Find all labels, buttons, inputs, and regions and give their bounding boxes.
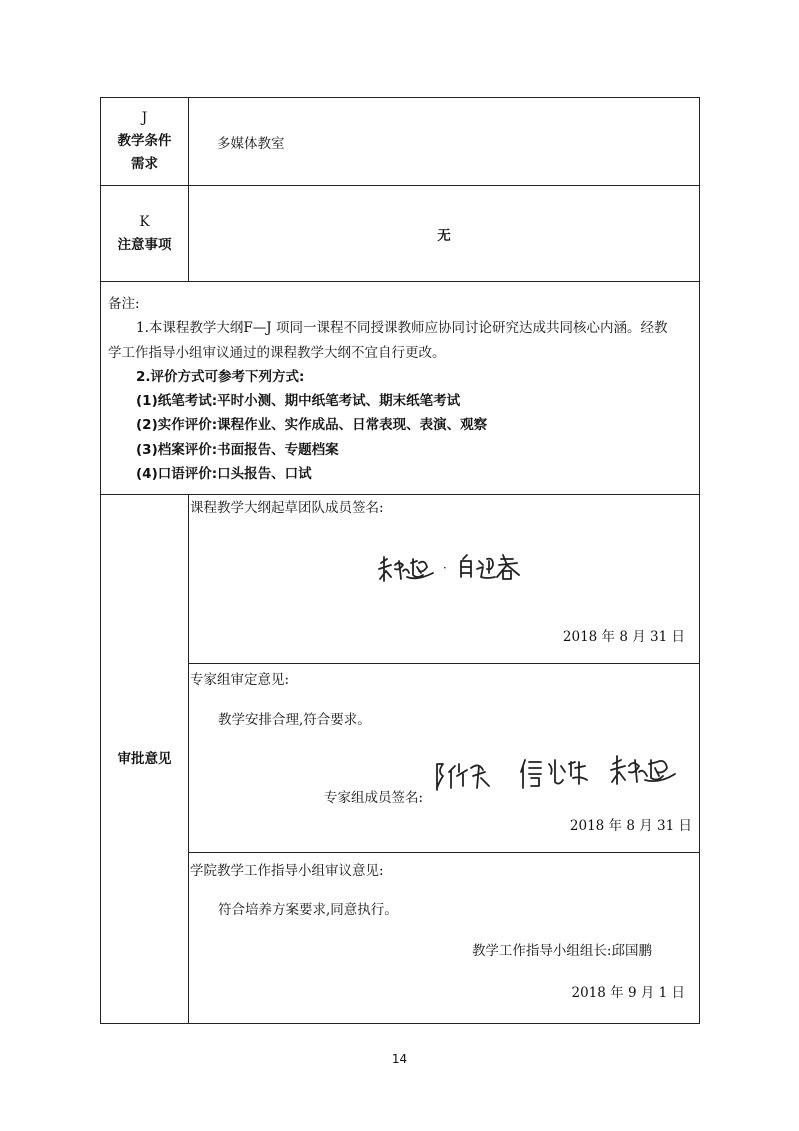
remarks-item2: 2.评价方式可参考下列方式: (136, 368, 305, 385)
label-line1: 教学条件 (117, 133, 172, 149)
college-leader: 教学工作指导小组组长:邱国鹏 (471, 943, 652, 960)
college-title: 学院教学工作指导小组审议意见: (190, 863, 384, 880)
eval-method-4: (4)口语评价:口头报告、口试 (136, 466, 312, 483)
row-code-j: J (141, 110, 148, 126)
drafting-section (189, 495, 699, 664)
row-code-k: K (139, 213, 150, 230)
row-remarks (101, 282, 700, 495)
college-date: 2018 年 9 月 1 日 (571, 985, 685, 1002)
signature-separator: · (443, 561, 447, 576)
row-notes-matters (101, 186, 700, 282)
remarks-heading: 备注: (108, 296, 140, 312)
eval-method-3: (3)档案评价:书面报告、专题档案 (136, 441, 339, 458)
expert-section (189, 664, 699, 853)
signature-drafter-1 (377, 555, 437, 585)
signature-expert-2 (519, 756, 589, 790)
expert-sign-label: 专家组成员签名: (324, 790, 424, 807)
college-opinion: 符合培养方案要求,同意执行。 (218, 902, 398, 919)
expert-opinion: 教学安排合理,符合要求。 (218, 712, 371, 729)
drafting-date: 2018 年 8 月 31 日 (562, 629, 685, 646)
expert-title: 专家组审定意见: (190, 672, 290, 689)
label-line2: 需求 (131, 156, 158, 172)
remarks-item1-line2: 学工作指导小组审议通过的课程教学大纲不宜自行更改。 (108, 344, 446, 361)
signature-expert-3 (609, 754, 679, 788)
notes-matters-content: 无 (189, 186, 700, 282)
teaching-conditions-content: 多媒体教室 (189, 98, 700, 186)
drafting-title: 课程教学大纲起草团队成员签名: (190, 500, 384, 517)
page-number: 14 (391, 1052, 408, 1066)
eval-method-1: (1)纸笔考试:平时小测、期中纸笔考试、期末纸笔考试 (136, 393, 461, 410)
label-notes-matters (101, 186, 189, 282)
label-approval: 审批意见 (101, 495, 189, 1024)
label-line: 注意事项 (117, 236, 172, 253)
approval-content (189, 495, 700, 1024)
remarks-cell (101, 282, 700, 495)
label-teaching-conditions (101, 98, 189, 186)
signature-drafter-2 (457, 553, 523, 583)
remarks-item1-line1: 1.本课程教学大纲F—J 项同一课程不同授课教师应协同讨论研究达成共同核心内涵。经教 (136, 320, 668, 337)
expert-date: 2018 年 8 月 31 日 (569, 818, 692, 835)
row-teaching-conditions (101, 98, 700, 186)
row-approval (101, 495, 700, 1024)
signature-expert-1 (433, 758, 493, 792)
eval-method-2: (2)实作评价:课程作业、实作成品、日常表现、表演、观察 (136, 417, 488, 434)
college-section (189, 853, 699, 1023)
syllabus-table (100, 97, 700, 1024)
